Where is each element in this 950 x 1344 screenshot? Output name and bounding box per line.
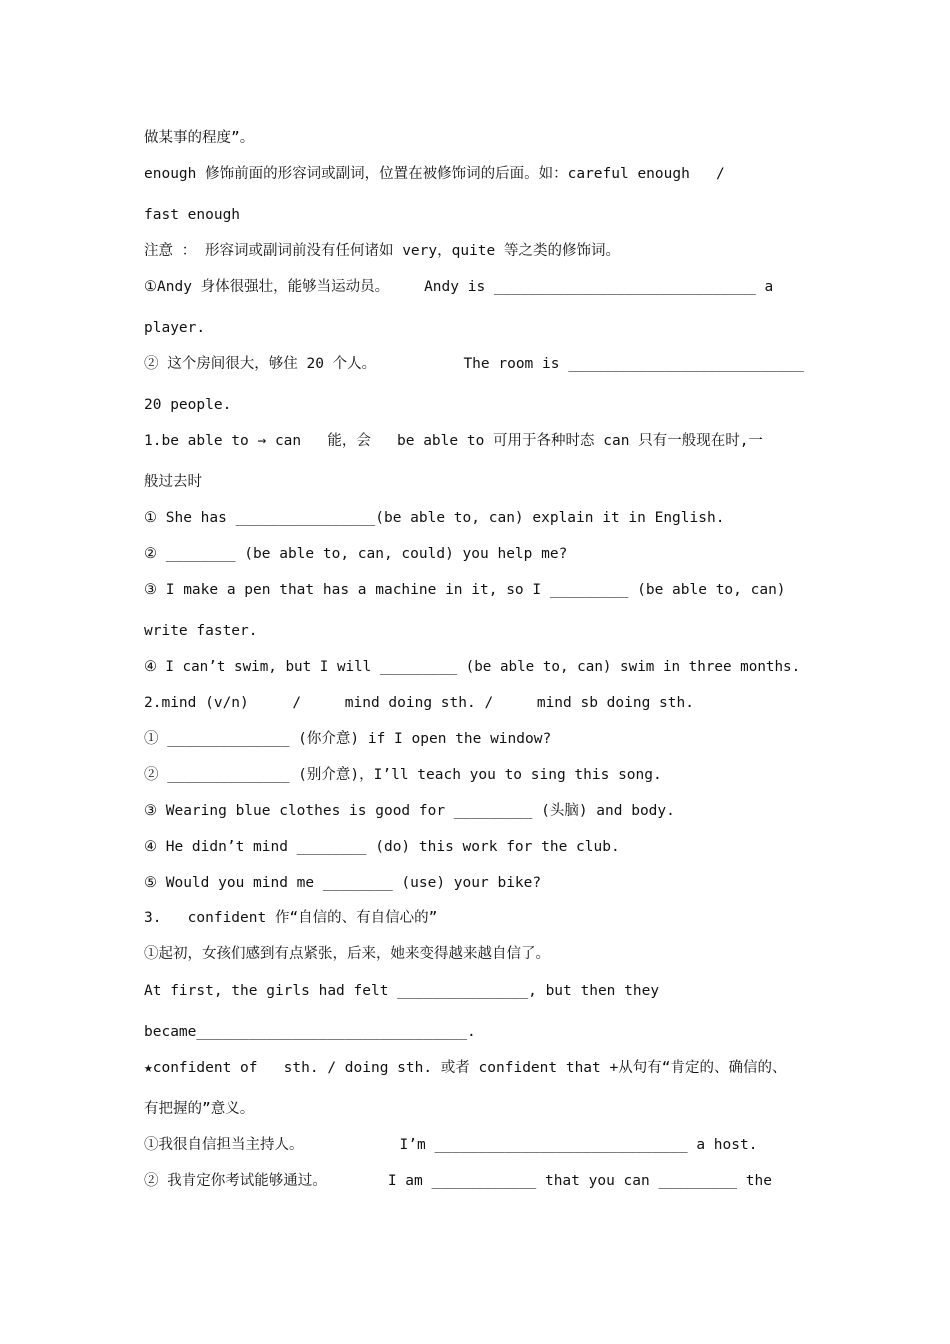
section-heading: 3. confident 作“自信的、有自信心的” <box>144 910 438 926</box>
exercise-line: ③ Wearing blue clothes is good for _________ (头脑) and body. <box>144 803 675 819</box>
section-heading: 2.mind (v/n) / mind doing sth. / mind sb doing sth. <box>144 695 694 711</box>
exercise-line: ② ________ (be able to, can, could) you help me? <box>144 546 568 562</box>
exercise-line: ⑤ Would you mind me ________ (use) your bike? <box>144 875 542 891</box>
exercise-line: ①起初，女孩们感到有点紧张，后来，她来变得越来越自信了。 <box>144 946 550 962</box>
exercise-line: ①我很自信担当主持人。 I’m _____________________________ a host. <box>144 1137 758 1153</box>
text-line: player. <box>144 320 206 336</box>
text-line: 有把握的”意义。 <box>144 1101 255 1117</box>
text-line: 般过去时 <box>144 474 202 490</box>
exercise-line: At first, the girls had felt _______________, but then they <box>144 983 660 999</box>
section-heading: 1.be able to → can 能，会 be able to 可用于各种时态 can 只有一般现在时,一 <box>144 433 763 449</box>
text-line: enough 修饰前面的形容词或副词，位置在被修饰词的后面。如：careful enough / <box>144 166 725 182</box>
text-line: became_______________________________. <box>144 1024 476 1040</box>
text-line: write faster. <box>144 623 258 639</box>
exercise-line: ① She has ________________(be able to, can) explain it in English. <box>144 510 725 526</box>
exercise-line: ② 这个房间很大，够住 20 个人。 The room is ___________________________ <box>144 356 804 372</box>
text-line: 做某事的程度”。 <box>144 130 255 146</box>
note-line: ★confident of sth. / doing sth. 或者 confident that +从句有“肯定的、确信的、 <box>144 1060 787 1076</box>
text-line: 20 people. <box>144 397 232 413</box>
exercise-line: ④ He didn’t mind ________ (do) this work for the club. <box>144 839 620 855</box>
exercise-line: ② 我肯定你考试能够通过。 I am ____________ that you can _________ the <box>144 1173 772 1189</box>
exercise-line: ③ I make a pen that has a machine in it, so I _________ (be able to, can) <box>144 582 786 598</box>
text-line: 注意 ： 形容词或副词前没有任何诸如 very，quite 等之类的修饰词。 <box>144 243 620 259</box>
exercise-line: ④ I can’t swim, but I will _________ (be able to, can) swim in three months. <box>144 659 801 675</box>
exercise-line: ① ______________ (你介意) if I open the window? <box>144 731 552 747</box>
exercise-line: ② ______________ (别介意)，I’ll teach you to sing this song. <box>144 767 662 783</box>
text-line: fast enough <box>144 207 241 223</box>
exercise-line: ①Andy 身体很强壮，能够当运动员。 Andy is ______________________________ a <box>144 279 774 295</box>
